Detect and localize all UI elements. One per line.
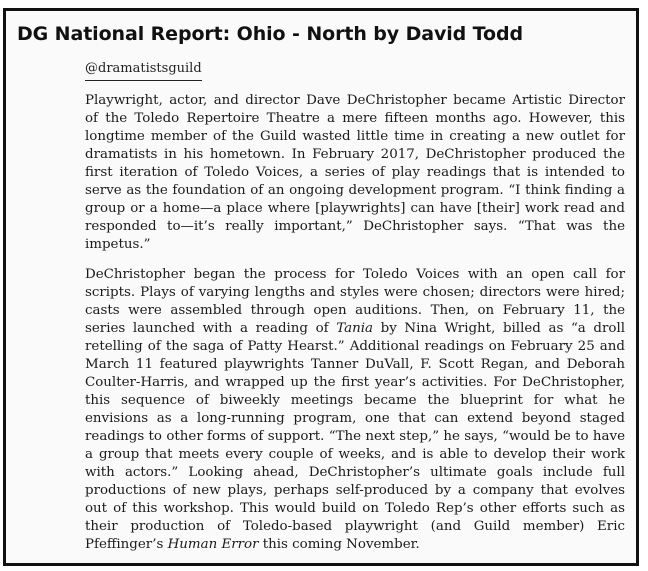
article-frame [3, 8, 639, 566]
article-title: DG National Report: Ohio - North by David Todd [17, 23, 523, 45]
paragraph-2-text-a: DeChristopher began the process for Toledo Voices with an open call for scripts. Plays of varying lengths and styles were chosen; directors were hired; casts were assembled through open auditions. Then, on February 11, the series launched with a reading of [85, 267, 625, 336]
paragraph-2-text-c: this coming November. [258, 537, 420, 552]
paragraph-1: Playwright, actor, and director Dave DeChristopher became Artistic Director of the Toledo Repertoire Theatre a mere fifteen months ago. However, this longtime member of the Guild wasted little time in creating a new outlet for dramatists in his hometown. In February 2017, DeChristopher produced the first iteration of Toledo Voices, a series of play readings that is intended to serve as the foundation of an ongoing development program. “I think finding a group or a home—a place where [playwrights] can have [their] work read and responded to—it’s really important,” DeChristopher says. “That was the impetus.” [85, 93, 625, 252]
paragraph-2 [85, 266, 625, 554]
play-title-human-error: Human Error [167, 537, 259, 552]
twitter-handle-link[interactable]: @dramatistsguild [85, 60, 202, 81]
article-body [85, 92, 625, 566]
paragraph-2-text-b: by Nina Wright, billed as “a droll retelling of the saga of Patty Hearst.” Additional readings on February 25 and March 11 featured playwrights Tanner DuVall, F. Scott Regan, and Deborah Coulter-Harris, and wrapped up the first year’s activities. For DeChristopher, this sequence of biweekly meetings became the blueprint for what he envisions as a long-running program, one that can extend beyond staged readings to other forms of support. “The next step,” he says, “would be to have a group that meets every couple of weeks, and is able to develop their work with actors.” Looking ahead, DeChristopher’s ultimate goals include full productions of new plays, perhaps self-produced by a company that evolves out of this workshop. This would build on Toledo Rep’s other efforts such as their production of Toledo-based playwright (and Guild member) Eric Pfeffinger’s [85, 321, 626, 552]
play-title-tania: Tania [336, 321, 374, 336]
